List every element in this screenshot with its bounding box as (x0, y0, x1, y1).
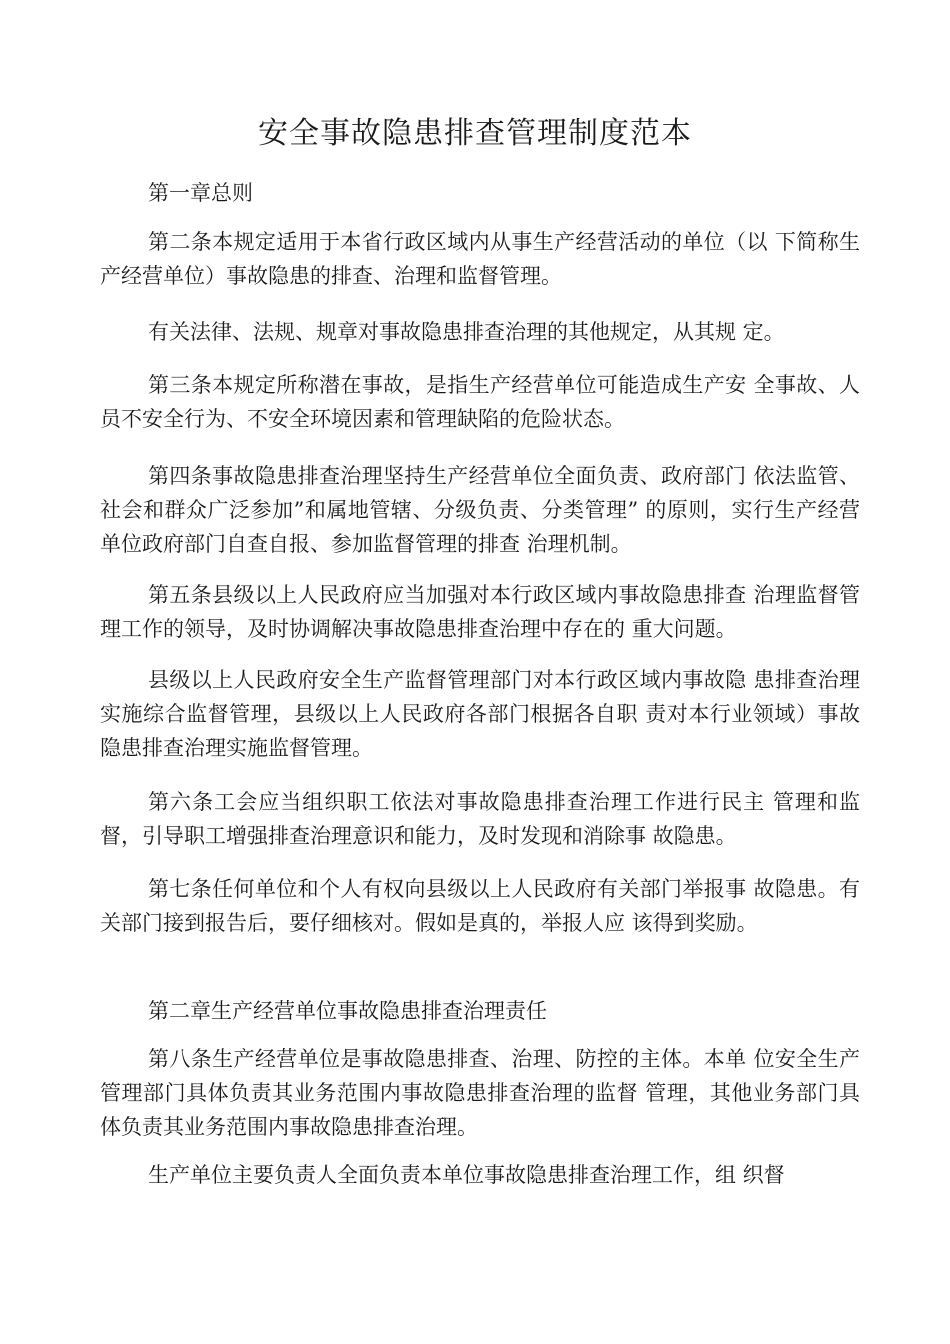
paragraph-article-4: 第四条事故隐患排查治理坚持生产经营单位全面负责、政府部门 依法监管、社会和群众广泛参加”和属地管辖、分级负责、分类管理” 的原则，实行生产经营单位政府部门自查自报、参加监督管理的排查 治理机制。 (100, 464, 860, 556)
paragraph-article-7: 第七条任何单位和个人有权向县级以上人民政府有关部门举报事 故隐患。有关部门接到报告后，要仔细核对。假如是真的，举报人应 该得到奖励。 (100, 877, 860, 935)
paragraph-article-2: 第二条本规定适用于本省行政区域内从事生产经营活动的单位（以 下简称生产经营单位）事故隐患的排查、治理和监督管理。 (100, 230, 860, 288)
paragraph-article-6: 第六条工会应当组织职工依法对事故隐患排查治理工作进行民主 管理和监督，引导职工增强排查治理意识和能力，及时发现和消除事 故隐患。 (100, 790, 860, 848)
paragraph-county-supervision: 县级以上人民政府安全生产监督管理部门对本行政区域内事故隐 患排查治理实施综合监督管理，县级以上人民政府各部门根据各自职 责对本行业领域）事故隐患排查治理实施监督管理。 (100, 668, 860, 760)
paragraph-main-responsible-person: 生产单位主要负责人全面负责本单位事故隐患排查治理工作，组 织督 (148, 1163, 785, 1187)
chapter-2-heading: 第二章生产经营单位事故隐患排查治理责任 (148, 999, 547, 1023)
document-title: 安全事故隐患排查管理制度范本 (258, 116, 692, 151)
paragraph-other-provisions: 有关法律、法规、规章对事故隐患排查治理的其他规定，从其规 定。 (148, 320, 785, 344)
chapter-1-heading: 第一章总则 (148, 181, 253, 205)
paragraph-article-8: 第八条生产经营单位是事故隐患排查、治理、防控的主体。本单 位安全生产管理部门具体负责其业务范围内事故隐患排查治理的监督 管理，其他业务部门具体负责其业务范围内事故隐患排查治理。 (100, 1047, 860, 1139)
paragraph-article-3: 第三条本规定所称潜在事故，是指生产经营单位可能造成生产安 全事故、人员不安全行为、不安全环境因素和管理缺陷的危险状态。 (100, 373, 860, 431)
paragraph-article-5: 第五条县级以上人民政府应当加强对本行政区域内事故隐患排查 治理监督管理工作的领导，及时协调解决事故隐患排查治理中存在的 重大问题。 (100, 583, 860, 641)
